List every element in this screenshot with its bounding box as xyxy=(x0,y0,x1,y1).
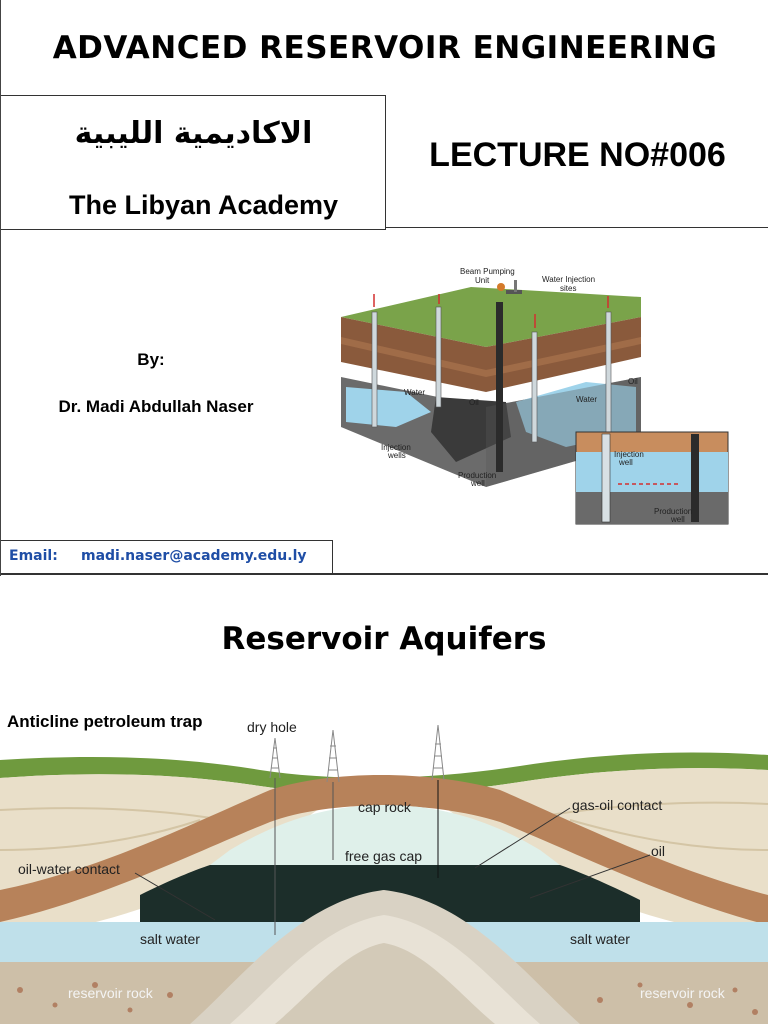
label-oil-water-contact: oil-water contact xyxy=(18,861,120,877)
label-sites: sites xyxy=(560,284,577,293)
label-beam-pumping: Beam Pumping xyxy=(460,267,515,276)
label-salt-water-right: salt water xyxy=(570,931,630,947)
label-inset-well: well xyxy=(619,458,633,467)
author-name: Dr. Madi Abdullah Naser xyxy=(58,397,254,416)
label-unit: Unit xyxy=(475,276,490,285)
label-dry-hole: dry hole xyxy=(247,719,297,735)
slide-title: Reservoir Aquifers xyxy=(221,621,547,657)
waterflood-diagram xyxy=(336,262,736,532)
injection-well-2 xyxy=(436,307,441,407)
label-production: Production xyxy=(458,471,497,480)
trap-title: Anticline petroleum trap xyxy=(7,712,203,731)
label-well: well xyxy=(471,479,485,488)
injection-well-1 xyxy=(372,312,377,427)
anticline-trap-diagram xyxy=(0,700,768,1024)
label-oil-center: Oil xyxy=(469,398,479,407)
label-free-gas-cap: free gas cap xyxy=(345,848,423,864)
injection-well-3 xyxy=(532,332,537,442)
label-water-left: Water xyxy=(404,388,426,397)
label-oil-right: Oil xyxy=(628,377,638,386)
label-inset-prod-well: well xyxy=(671,515,685,524)
injection-well-4 xyxy=(606,312,611,432)
production-well xyxy=(496,302,503,472)
academy-arabic-name: الاكاديمية الليبية xyxy=(74,116,313,151)
label-reservoir-rock-left: reservoir rock xyxy=(68,985,153,1001)
label-water-injection: Water Injection xyxy=(542,275,596,284)
email-label: Email: xyxy=(9,548,58,564)
label-cap-rock: cap rock xyxy=(358,799,411,815)
email-link[interactable]: madi.naser@academy.edu.ly xyxy=(81,548,307,564)
label-water-right: Water xyxy=(576,395,598,404)
label-reservoir-rock-right: reservoir rock xyxy=(640,985,725,1001)
label-wells: wells xyxy=(388,451,406,460)
label-inset-production: Production xyxy=(654,507,693,516)
academy-english-name: The Libyan Academy xyxy=(68,190,339,220)
label-injection: Injection xyxy=(381,443,411,452)
by-label: By: xyxy=(137,350,165,369)
lecture-number: LECTURE NO#006 xyxy=(429,136,726,174)
label-oil: oil xyxy=(651,843,666,859)
course-title: ADVANCED RESERVOIR ENGINEERING xyxy=(52,30,718,66)
label-gas-oil-contact: gas-oil contact xyxy=(572,797,663,813)
label-inset-injection: Injection xyxy=(614,450,644,459)
inset-injection-well xyxy=(602,434,610,522)
label-salt-water-left: salt water xyxy=(140,931,200,947)
slide-divider xyxy=(1,573,768,575)
